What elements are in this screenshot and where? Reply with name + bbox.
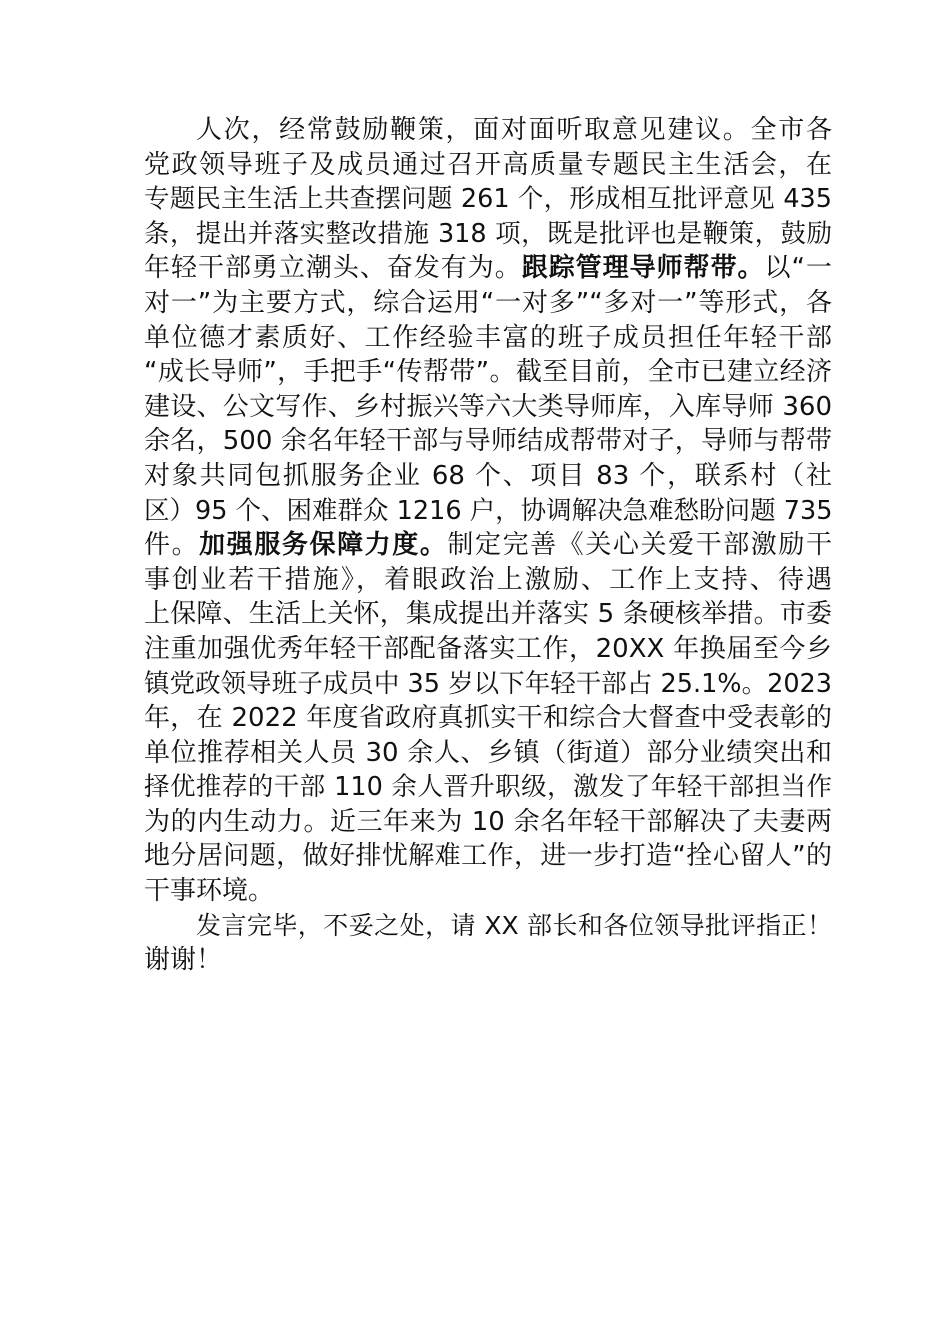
text-line: 注重加强优秀年轻干部配备落实工作，20XX 年换届至今乡 — [144, 633, 832, 664]
text-line: 对象共同包抓服务企业 68 个、项目 83 个，联系村（社 — [144, 460, 832, 491]
section-heading-service-support: 加强服务保障力度。 — [199, 530, 448, 561]
text-line: 条，提出并落实整改措施 318 项，既是批评也是鞭策，鼓励 — [144, 218, 832, 249]
text-line: 单位德才素质好、工作经验丰富的班子成员担任年轻干部 — [144, 322, 832, 353]
text-line: 单位推荐相关人员 30 余人、乡镇（街道）部分业绩突出和 — [144, 737, 832, 768]
text-line: 上保障、生活上关怀，集成提出并落实 5 条硬核举措。市委 — [144, 599, 832, 630]
document-body — [144, 113, 832, 978]
text-line: 专题民主生活上共查摆问题 261 个，形成相互批评意见 435 — [144, 184, 832, 215]
text-line — [144, 528, 832, 563]
text-line: 区）95 个、困难群众 1216 户，协调解决急难愁盼问题 735 — [144, 495, 833, 526]
text-line: 谢谢！ — [144, 945, 223, 976]
text-line: 地分居问题，做好排忧解难工作，进一步打造“拴心留人”的 — [144, 841, 832, 872]
text-line: “成长导师”，手把手“传帮带”。截至目前，全市已建立经济 — [144, 357, 832, 388]
text-line — [144, 251, 832, 286]
paragraph-speech-body — [144, 113, 832, 909]
text-run: 制定完善《关心关爱干部激励干 — [447, 530, 832, 561]
text-line: 党政领导班子及成员通过召开高质量专题民主生活会，在 — [144, 149, 832, 180]
text-line: 择优推荐的干部 110 余人晋升职级，激发了年轻干部担当作 — [144, 772, 832, 803]
text-line: 对一”为主要方式，综合运用“一对多”“多对一”等形式，各 — [144, 287, 832, 318]
text-line: 人次，经常鼓励鞭策，面对面听取意见建议。全市各 — [196, 115, 832, 145]
text-line: 余名，500 余名年轻干部与导师结成帮带对子，导师与帮带 — [144, 426, 832, 457]
text-line: 发言完毕，不妥之处，请 XX 部长和各位领导批评指正！ — [196, 910, 832, 940]
text-line: 为的内生动力。近三年来为 10 余名年轻干部解决了夫妻两 — [144, 806, 832, 837]
section-heading-mentorship: 跟踪管理导师帮带。 — [521, 253, 765, 284]
text-run: 年轻干部勇立潮头、奋发有为。 — [144, 253, 522, 284]
text-line: 建设、公文写作、乡村振兴等六大类导师库，入库导师 360 — [144, 391, 832, 422]
text-line: 事创业若干措施》，着眼政治上激励、工作上支持、待遇 — [144, 564, 832, 595]
paragraph-closing-remarks — [144, 909, 832, 978]
text-line: 干事环境。 — [144, 876, 275, 907]
text-run: 以“一 — [764, 253, 832, 284]
text-line: 年，在 2022 年度省政府真抓实干和综合大督查中受表彰的 — [144, 703, 832, 734]
text-run: 件。 — [144, 530, 200, 561]
text-line: 镇党政领导班子成员中 35 岁以下年轻干部占 25.1%。2023 — [144, 668, 832, 699]
